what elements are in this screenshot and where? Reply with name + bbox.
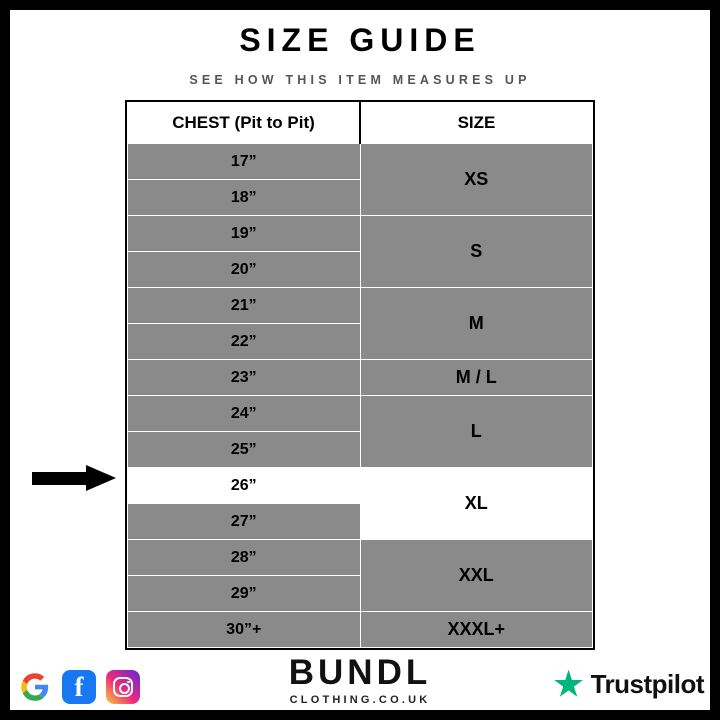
trustpilot-badge[interactable]: [554, 669, 704, 700]
arrow-head: [86, 465, 116, 491]
size-cell: M: [360, 288, 593, 360]
size-table-body: [128, 103, 593, 648]
table-row: [128, 288, 593, 324]
table-row-highlighted: [128, 468, 593, 504]
table-header-row: [128, 103, 593, 144]
chest-cell: 29”: [128, 576, 361, 612]
column-header-size: SIZE: [360, 103, 593, 144]
chest-cell: 23”: [128, 360, 361, 396]
size-cell: XS: [360, 144, 593, 216]
footer: [10, 642, 710, 714]
brand-name: BUNDL: [288, 653, 432, 692]
chest-cell: 30”+: [128, 612, 361, 648]
facebook-glyph: f: [74, 672, 84, 702]
trustpilot-star-icon: [554, 670, 584, 700]
table-row: [128, 360, 593, 396]
page-subtitle: SEE HOW THIS ITEM MEASURES UP: [189, 73, 531, 87]
column-header-chest: CHEST (Pit to Pit): [128, 103, 361, 144]
arrow-right-icon: [32, 465, 118, 491]
page-title: SIZE GUIDE: [239, 22, 481, 58]
size-cell: M / L: [360, 360, 593, 396]
size-cell: XXL: [360, 540, 593, 612]
size-table: [127, 102, 593, 648]
chest-cell-highlighted: 26”: [128, 468, 361, 504]
chest-cell: 19”: [128, 216, 361, 252]
table-row: [128, 540, 593, 576]
brand-domain: CLOTHING.CO.UK: [289, 694, 431, 706]
chest-cell: 24”: [128, 396, 361, 432]
page-inner: [10, 22, 710, 722]
table-row: [128, 144, 593, 180]
chest-cell: 21”: [128, 288, 361, 324]
table-row: [128, 396, 593, 432]
trustpilot-label: Trustpilot: [590, 669, 704, 699]
chest-cell: 22”: [128, 324, 361, 360]
size-cell: XXXL+: [360, 612, 593, 648]
size-cell: L: [360, 396, 593, 468]
size-cell-highlighted: XL: [360, 468, 593, 540]
table-row: [128, 216, 593, 252]
chest-cell: 20”: [128, 252, 361, 288]
size-cell: S: [360, 216, 593, 288]
chest-cell: 17”: [128, 144, 361, 180]
arrow-shaft: [32, 472, 88, 485]
chest-cell: 27”: [128, 504, 361, 540]
chest-cell: 25”: [128, 432, 361, 468]
chest-cell: 18”: [128, 180, 361, 216]
size-table-container: [125, 100, 595, 650]
chest-cell: 28”: [128, 540, 361, 576]
